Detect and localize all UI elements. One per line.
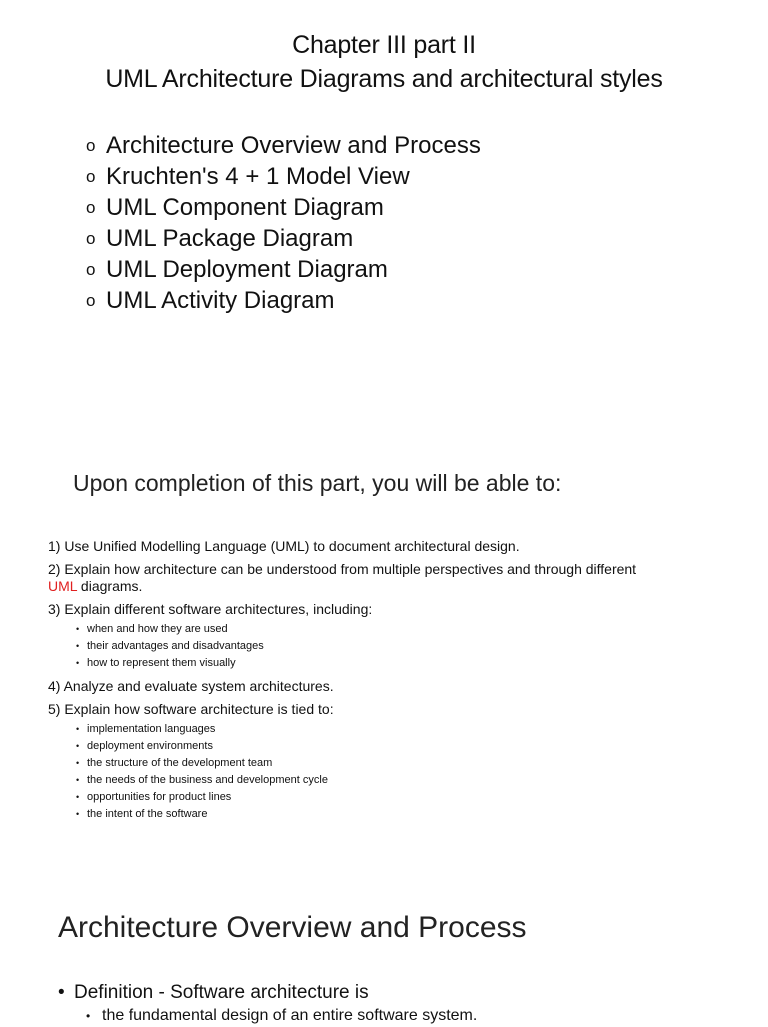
list-item-text: how to represent them visually bbox=[87, 657, 236, 669]
topic-label: UML Component Diagram bbox=[106, 194, 384, 221]
objective-5: 5) Explain how software architecture is tied to: bbox=[48, 701, 334, 717]
topic-label: Kruchten's 4 + 1 Model View bbox=[106, 163, 410, 190]
list-item bbox=[76, 755, 748, 772]
objective-2 bbox=[48, 561, 748, 595]
topic-label: UML Package Diagram bbox=[106, 225, 354, 252]
list-item-text: implementation languages bbox=[87, 723, 216, 735]
bullet-icon: • bbox=[76, 792, 80, 802]
circle-bullet-icon: o bbox=[86, 229, 96, 248]
objective-5-sublist bbox=[76, 721, 748, 823]
list-item-text: the needs of the business and development cycle bbox=[87, 774, 328, 786]
objective-2-tail: diagrams. bbox=[77, 578, 143, 594]
list-item-text: the structure of the development team bbox=[87, 757, 273, 769]
chapter-subtitle: UML Architecture Diagrams and architectural styles bbox=[105, 65, 663, 93]
topic-item bbox=[86, 161, 481, 192]
list-item-text: the intent of the software bbox=[87, 808, 208, 820]
list-item bbox=[76, 621, 748, 638]
list-item bbox=[76, 806, 748, 823]
circle-bullet-icon: o bbox=[86, 260, 96, 279]
list-item bbox=[76, 738, 748, 755]
list-item-text: opportunities for product lines bbox=[87, 791, 232, 803]
topic-item bbox=[86, 192, 481, 223]
objective-3: 3) Explain different software architectures, including: bbox=[48, 601, 373, 617]
learning-objectives bbox=[48, 538, 748, 829]
circle-bullet-icon: o bbox=[86, 198, 96, 217]
bullet-icon: • bbox=[86, 1009, 91, 1023]
definition-line bbox=[58, 980, 369, 1006]
topic-item bbox=[86, 130, 481, 161]
topics-list bbox=[86, 130, 481, 316]
circle-bullet-icon: o bbox=[86, 167, 96, 186]
chapter-title: Chapter III part II bbox=[292, 31, 476, 59]
objective-2-text: 2) Explain how architecture can be understood from multiple perspectives and through different bbox=[48, 561, 637, 577]
topic-item bbox=[86, 285, 481, 316]
bullet-icon: • bbox=[76, 624, 80, 634]
topic-item bbox=[86, 254, 481, 285]
topic-label: Architecture Overview and Process bbox=[106, 132, 481, 159]
bullet-icon: • bbox=[76, 758, 80, 768]
list-item bbox=[76, 655, 748, 672]
bullet-icon: • bbox=[76, 641, 80, 651]
bullet-icon: • bbox=[76, 809, 80, 819]
objective-3-sublist bbox=[76, 621, 748, 672]
list-item bbox=[76, 772, 748, 789]
list-item bbox=[76, 789, 748, 806]
bullet-icon: • bbox=[76, 724, 80, 734]
list-item-text: deployment environments bbox=[87, 740, 213, 752]
list-item-text: when and how they are used bbox=[87, 623, 228, 635]
topic-item bbox=[86, 223, 481, 254]
objective-4: 4) Analyze and evaluate system architectures. bbox=[48, 678, 334, 694]
list-item-text: their advantages and disadvantages bbox=[87, 640, 264, 652]
circle-bullet-icon: o bbox=[86, 291, 96, 310]
circle-bullet-icon: o bbox=[86, 136, 96, 155]
objective-1: 1) Use Unified Modelling Language (UML) to document architectural design. bbox=[48, 538, 520, 554]
definition-text: Definition - Software architecture is bbox=[74, 982, 369, 1003]
bullet-icon: • bbox=[76, 658, 80, 668]
topic-label: UML Deployment Diagram bbox=[106, 256, 388, 283]
list-item bbox=[76, 638, 748, 655]
list-item bbox=[76, 721, 748, 738]
topic-label: UML Activity Diagram bbox=[106, 287, 335, 314]
intro-heading: Upon completion of this part, you will be able to: bbox=[73, 470, 562, 496]
bullet-icon: • bbox=[76, 741, 80, 751]
uml-highlight: UML bbox=[48, 578, 78, 594]
bullet-icon: • bbox=[76, 775, 80, 785]
definition-subitem-text: the fundamental design of an entire software system. bbox=[102, 1007, 478, 1024]
bullet-icon: • bbox=[58, 982, 65, 1003]
section-title: Architecture Overview and Process bbox=[58, 911, 527, 944]
